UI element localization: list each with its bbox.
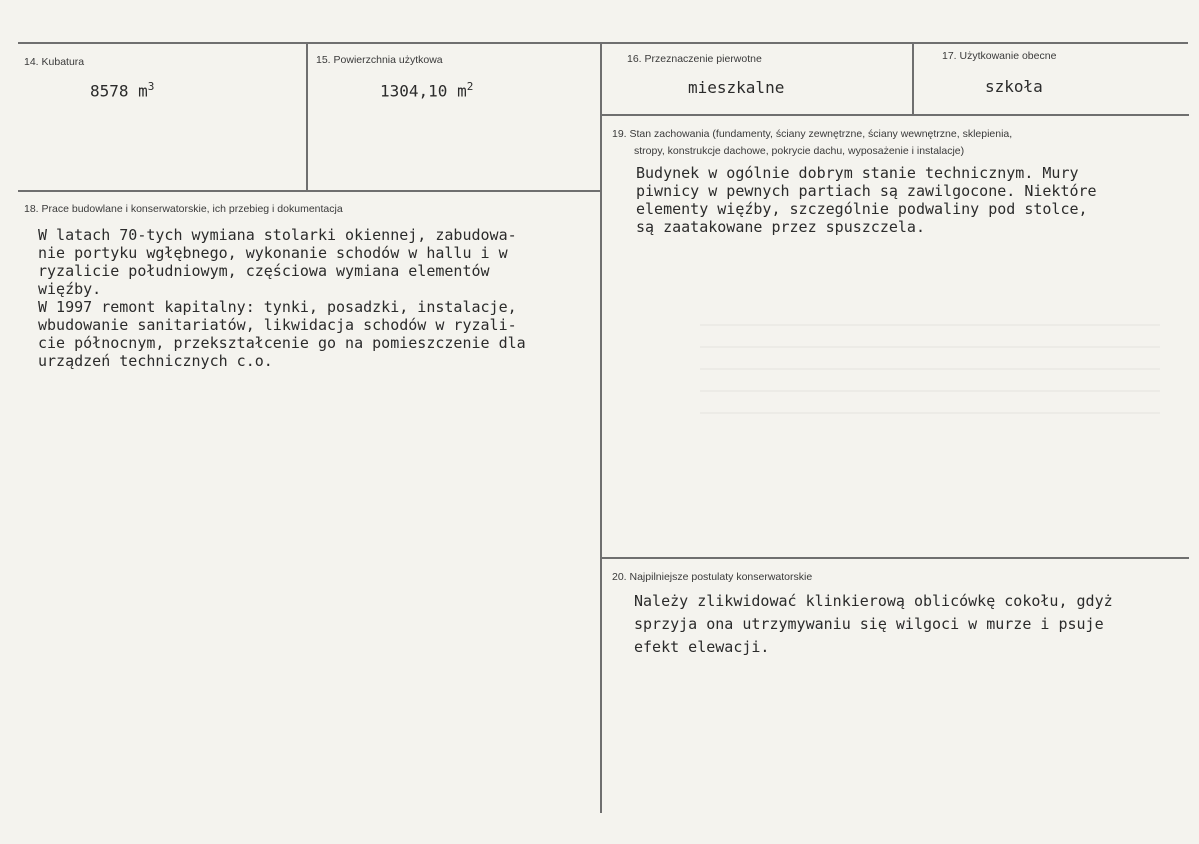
show-through-texture [700,310,1160,430]
field-18-line: cie północnym, przekształcenie go na pomieszczenie dla [38,334,526,352]
rule-under-16-17 [601,114,1189,116]
field-20-label: 20. Najpilniejsze postulaty konserwatorskie [612,571,813,583]
field-18-line: ryzalicie południowym, częściowa wymiana elementów [38,262,490,280]
field-19-label-line-2: stropy, konstrukcje dachowe, pokrycie dachu, wyposażenie i instalacje) [634,145,965,157]
field-18-line: W latach 70-tych wymiana stolarki okiennej, zabudowa- [38,226,517,244]
rule-under-14-15 [18,190,600,192]
field-19-line: są zaatakowane przez spuszczela. [636,218,925,236]
center-divider [600,43,602,813]
field-14-label: 14. Kubatura [24,56,85,68]
field-17-value: szkoła [985,77,1043,96]
field-20-line: sprzyja ona utrzymywaniu się wilgoci w murze i psuje [634,615,1104,633]
field-16-label: 16. Przeznaczenie pierwotne [627,53,762,65]
rule-above-20 [601,557,1189,559]
field-18-line: więźby. [38,280,102,298]
field-19-line: elementy więźby, szczególnie podwaliny pod stolce, [636,200,1088,218]
field-15-value [380,80,473,100]
field-18-label: 18. Prace budowlane i konserwatorskie, ich przebieg i dokumentacja [24,203,343,215]
field-16-value: mieszkalne [688,78,785,97]
powierzchnia-exponent: 2 [466,80,474,93]
field-19-line: Budynek w ogólnie dobrym stanie technicznym. Mury [636,164,1079,182]
field-15-label: 15. Powierzchnia użytkowa [316,54,443,66]
divider-14-15 [306,43,308,191]
kubatura-value: 8578 m [90,81,148,101]
field-19-line: piwnicy w pewnych partiach są zawilgocone. Niektóre [636,182,1097,200]
field-18-line: W 1997 remont kapitalny: tynki, posadzki, instalacje, [38,298,517,316]
kubatura-exponent: 3 [147,80,155,93]
field-19-label-line-1: 19. Stan zachowania (fundamenty, ściany zewnętrzne, ściany wewnętrzne, sklepienia, [612,128,1013,140]
field-18-line: urządzeń technicznych c.o. [38,352,273,370]
field-18-line: wbudowanie sanitariatów, likwidacja schodów w ryzali- [38,316,517,334]
field-20-text [634,590,1113,659]
field-18-line: nie portyku wgłębnego, wykonanie schodów w hallu i w [38,244,508,262]
field-14-value [90,80,154,100]
field-20-line: efekt elewacji. [634,638,770,656]
field-19-text [636,164,1097,236]
field-17-label: 17. Użytkowanie obecne [942,50,1057,62]
field-20-line: Należy zlikwidować klinkierową oblicówkę cokołu, gdyż [634,592,1113,610]
powierzchnia-value: 1304,10 m [380,81,467,101]
field-18-text [38,226,526,370]
top-rule [18,42,1188,44]
divider-16-17 [912,43,914,115]
